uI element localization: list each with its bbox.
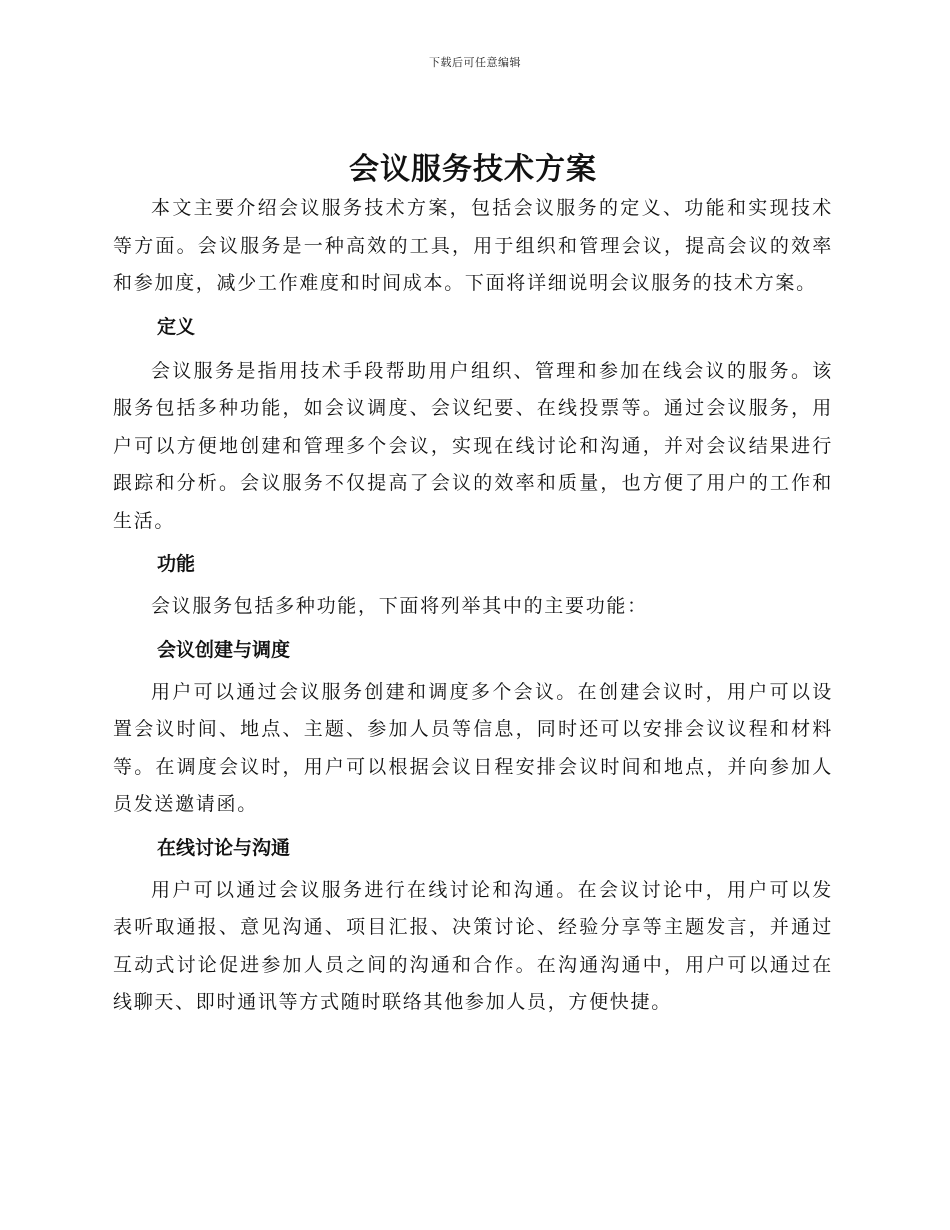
document-title: 会议服务技术方案 xyxy=(349,152,597,187)
intro-paragraph: 本文主要介绍会议服务技术方案，包括会议服务的定义、功能和实现技术等方面。会议服务是一种高效的工具，用于组织和管理会议，提高会议的效率和参加度，减少工作难度和时间成本。下面将详细说明会议服务的技术方案。 xyxy=(113,197,833,294)
section-heading-online-discussion: 在线讨论与沟通 xyxy=(157,836,291,859)
section-heading-functions: 功能 xyxy=(157,553,196,575)
section-body-meeting-creation: 用户可以通过会议服务创建和调度多个会议。在创建会议时，用户可以设置会议时间、地点、主题、参加人员等信息，同时还可以安排会议议程和材料等。在调度会议时，用户可以根据会议日程安排会议时间和地点，并向参加人员发送邀请函。 xyxy=(113,680,833,815)
section-body-online-discussion: 用户可以通过会议服务进行在线讨论和沟通。在会议讨论中，用户可以发表听取通报、意见沟通、项目汇报、决策讨论、经验分享等主题发言，并通过互动式讨论促进参加人员之间的沟通和合作。在沟通沟通中，用户可以通过在线聊天、即时通讯等方式随时联络其他参加人员，方便快捷。 xyxy=(113,878,833,1013)
section-heading-meeting-creation: 会议创建与调度 xyxy=(157,638,291,661)
header-note: 下载后可任意编辑 xyxy=(429,56,521,69)
section-heading-definition: 定义 xyxy=(157,315,196,338)
document-page xyxy=(113,150,833,1022)
section-body-functions: 会议服务包括多种功能，下面将列举其中的主要功能： xyxy=(151,595,648,617)
section-body-definition: 会议服务是指用技术手段帮助用户组织、管理和参加在线会议的服务。该服务包括多种功能，如会议调度、会议纪要、在线投票等。通过会议服务，用户可以方便地创建和管理多个会议，实现在线讨论和沟通，并对会议结果进行跟踪和分析。会议服务不仅提高了会议的效率和质量，也方便了用户的工作和生活。 xyxy=(113,359,833,532)
